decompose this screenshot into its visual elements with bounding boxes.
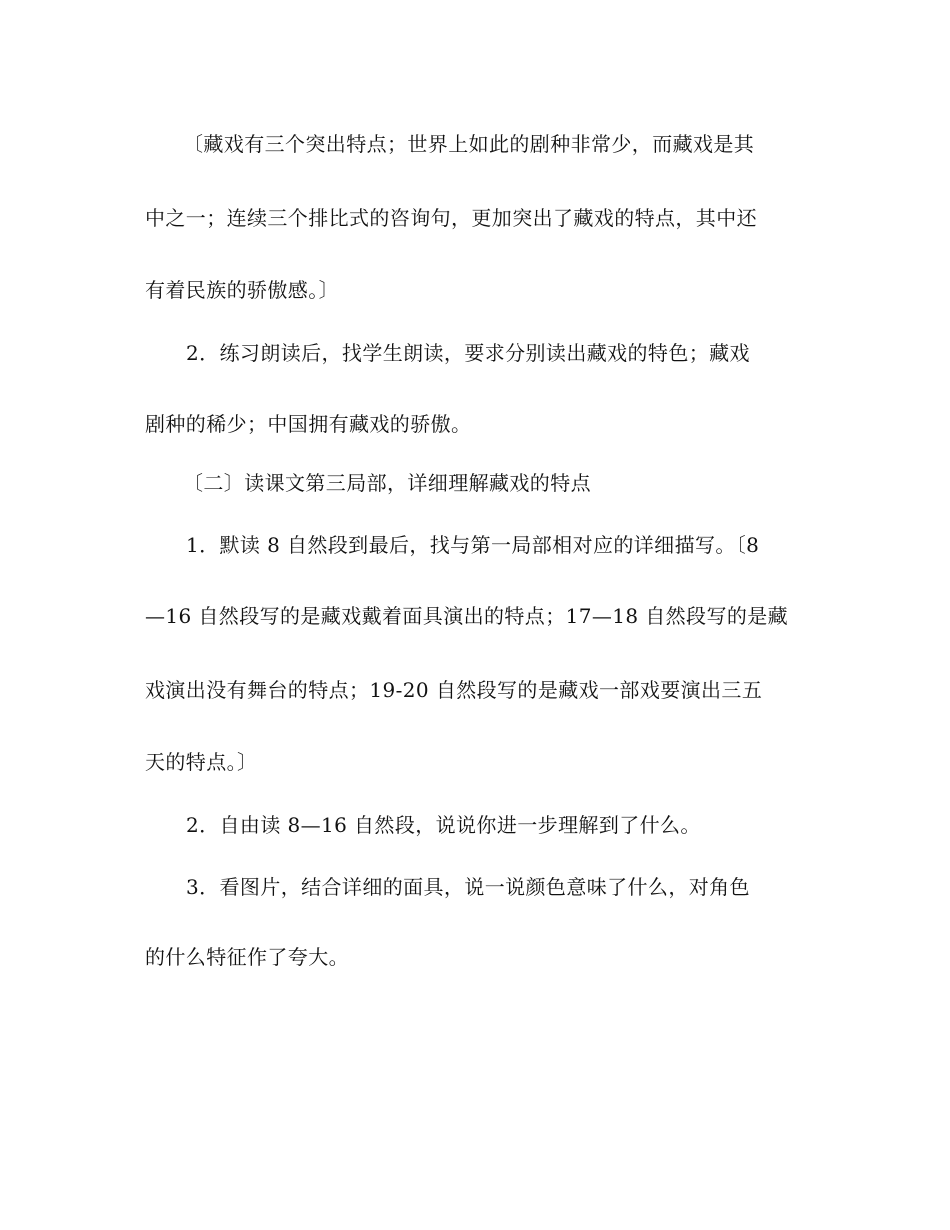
text-line-1: 〔藏戏有三个突出特点；世界上如此的剧种非常少，而藏戏是其 — [183, 132, 755, 156]
text-line-2: 中之一；连续三个排比式的咨询句，更加突出了藏戏的特点，其中还 — [145, 206, 757, 230]
text-line-12: 3．看图片，结合详细的面具，说一说颜色意味了什么，对角色 — [186, 875, 750, 899]
text-line-11: 2．自由读 8—16 自然段，说说你进一步理解到了什么。 — [186, 813, 701, 837]
section-heading: 〔二〕读课文第三局部，详细理解藏戏的特点 — [183, 471, 591, 495]
text-line-3: 有着民族的骄傲感。〕 — [145, 278, 339, 302]
text-line-5: 剧种的稀少；中国拥有藏戏的骄傲。 — [145, 412, 472, 436]
text-line-10: 天的特点。〕 — [145, 750, 258, 774]
text-line-7: 1．默读 8 自然段到最后，找与第一局部相对应的详细描写。〔8 — [186, 533, 760, 557]
text-line-13: 的什么特征作了夸大。 — [145, 945, 349, 969]
text-line-8: —16 自然段写的是藏戏戴着面具演出的特点；17—18 自然段写的是藏 — [145, 604, 789, 628]
text-line-9: 戏演出没有舞台的特点；19-20 自然段写的是藏戏一部戏要演出三五 — [145, 678, 763, 702]
text-line-4: 2．练习朗读后，找学生朗读，要求分别读出藏戏的特色；藏戏 — [186, 341, 750, 365]
